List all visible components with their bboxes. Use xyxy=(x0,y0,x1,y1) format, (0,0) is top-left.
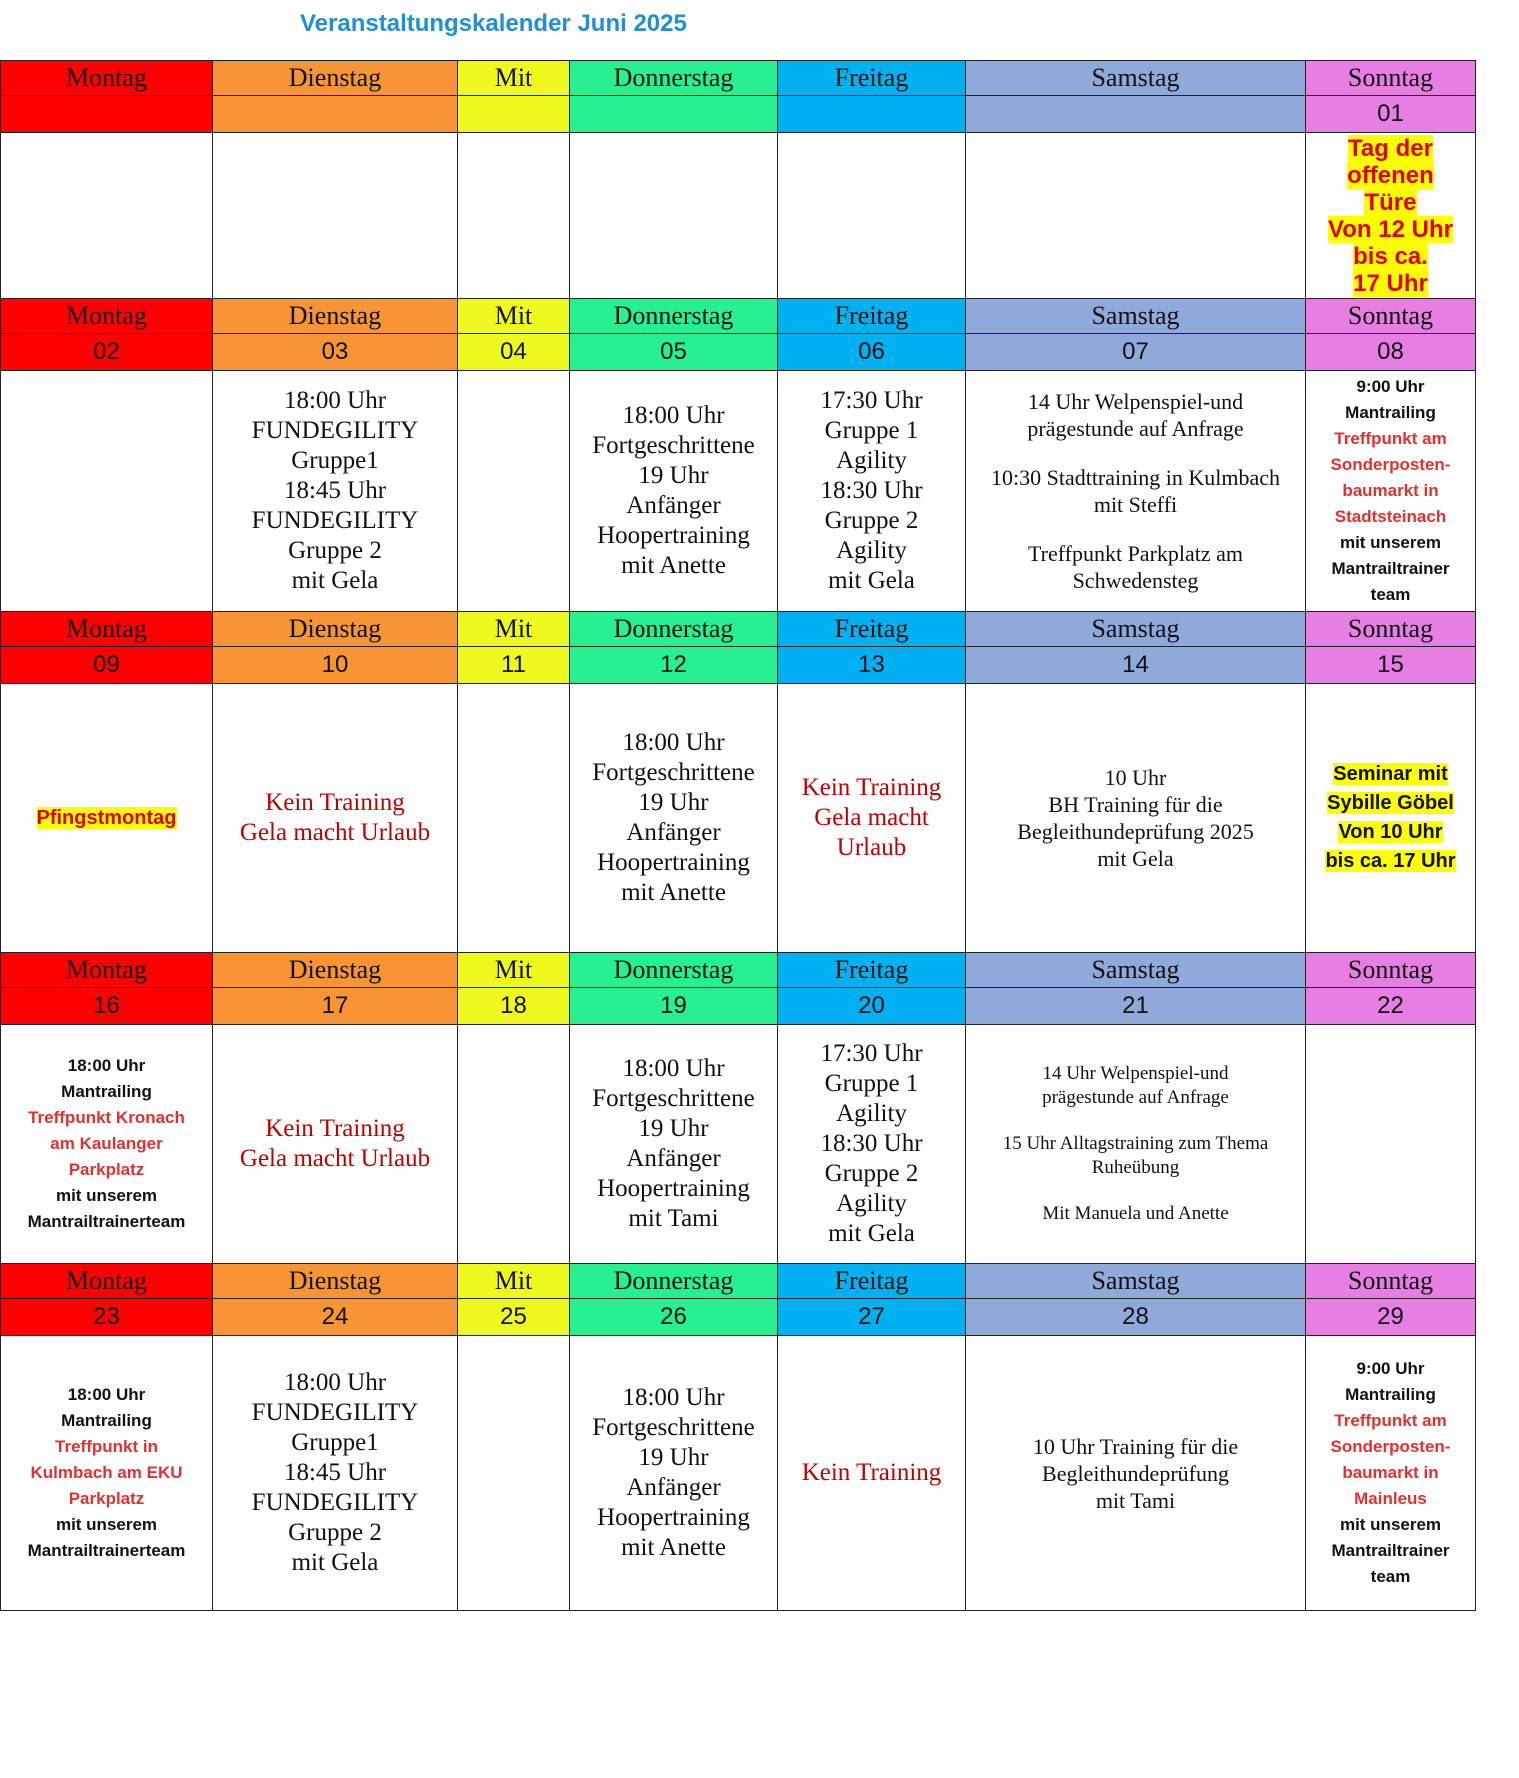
date-cell-fr-week5: 27 xyxy=(778,1299,966,1336)
event-text: Gruppe1 xyxy=(291,447,379,474)
event-text: Tag der xyxy=(1348,134,1433,162)
date-cell-so-week3: 15 xyxy=(1306,647,1476,684)
event-text: team xyxy=(1370,585,1411,604)
day-header-mo-week3: Montag xyxy=(1,612,213,647)
event-cell-fr-week1 xyxy=(778,133,966,299)
day-header-mi-week5: Mit xyxy=(458,1264,570,1299)
event-text: Agility xyxy=(836,1100,907,1127)
date-cell-sa-week1 xyxy=(966,96,1306,133)
event-text: mit unserem xyxy=(1339,533,1442,552)
event-text: mit Gela xyxy=(828,1220,915,1247)
event-cell-sa-week4 xyxy=(966,1025,1306,1264)
date-cell-so-week5: 29 xyxy=(1306,1299,1476,1336)
event-cell-di-week1 xyxy=(213,133,458,299)
event-text: Sonderposten- xyxy=(1330,455,1451,474)
event-text: bis ca. xyxy=(1353,242,1428,270)
event-text: 18:00 Uhr xyxy=(67,1385,146,1404)
day-header-mo-week1: Montag xyxy=(1,61,213,96)
event-text: Hoopertraining xyxy=(597,522,750,549)
event-cell-fr-week3 xyxy=(778,684,966,953)
event-text: Anfänger xyxy=(626,1474,721,1501)
event-text: Gruppe 2 xyxy=(824,1160,919,1187)
event-text: 10 Uhr xyxy=(1104,765,1167,790)
date-cell-di-week1 xyxy=(213,96,458,133)
event-text: Seminar mit xyxy=(1333,763,1448,785)
date-cell-di-week4: 17 xyxy=(213,988,458,1025)
event-text: Gruppe 2 xyxy=(288,1519,382,1546)
event-text: Von 10 Uhr xyxy=(1338,821,1443,843)
event-text: Mantrailing xyxy=(61,1082,152,1101)
event-text: Gruppe 2 xyxy=(824,507,919,534)
event-cell-mi-week4 xyxy=(458,1025,570,1264)
day-header-do-week3: Donnerstag xyxy=(570,612,778,647)
event-cell-mo-week1 xyxy=(1,133,213,299)
day-header-sa-week1: Samstag xyxy=(966,61,1306,96)
event-cell-fr-week5 xyxy=(778,1336,966,1611)
event-text: Mantrailing xyxy=(1345,403,1436,422)
day-header-so-week2: Sonntag xyxy=(1306,299,1476,334)
event-text: mit Gela xyxy=(1097,846,1174,871)
day-header-so-week1: Sonntag xyxy=(1306,61,1476,96)
event-cell-di-week4 xyxy=(213,1025,458,1264)
event-cell-mi-week5 xyxy=(458,1336,570,1611)
event-text: prägestunde auf Anfrage xyxy=(1042,1087,1229,1108)
date-cell-mi-week1 xyxy=(458,96,570,133)
event-text: Mantrailtrainer xyxy=(1331,559,1450,578)
event-text: Gela macht xyxy=(814,804,929,831)
event-text: Kein Training xyxy=(265,1115,405,1142)
event-text: mit Gela xyxy=(291,1549,379,1576)
date-cell-sa-week3: 14 xyxy=(966,647,1306,684)
event-text: FUNDEGILITY xyxy=(251,1399,419,1426)
day-header-mi-week3: Mit xyxy=(458,612,570,647)
event-text: Treffpunkt in xyxy=(55,1437,158,1456)
event-text: 9:00 Uhr xyxy=(1356,377,1425,396)
day-header-fr-week1: Freitag xyxy=(778,61,966,96)
event-text: Agility xyxy=(836,537,907,564)
event-text: Fortgeschrittene xyxy=(592,432,755,459)
event-text: mit Tami xyxy=(628,1205,719,1232)
event-text: Treffpunkt Parkplatz am xyxy=(1027,541,1244,566)
event-text: Schwedensteg xyxy=(1072,568,1199,593)
date-cell-fr-week2: 06 xyxy=(778,334,966,371)
event-text: 18:00 Uhr xyxy=(283,1369,387,1396)
date-cell-fr-week4: 20 xyxy=(778,988,966,1025)
event-text: 18:30 Uhr xyxy=(820,1130,923,1157)
event-cell-fr-week4 xyxy=(778,1025,966,1264)
event-text: Fortgeschrittene xyxy=(592,759,755,786)
event-text: Gruppe 1 xyxy=(824,1070,919,1097)
event-text: offenen xyxy=(1347,161,1434,189)
day-header-sa-week2: Samstag xyxy=(966,299,1306,334)
event-cell-di-week5 xyxy=(213,1336,458,1611)
event-text: Gela macht Urlaub xyxy=(239,1145,431,1172)
day-header-mo-week4: Montag xyxy=(1,953,213,988)
day-header-mi-week2: Mit xyxy=(458,299,570,334)
day-header-sa-week3: Samstag xyxy=(966,612,1306,647)
event-text: mit Anette xyxy=(621,552,726,579)
date-cell-so-week2: 08 xyxy=(1306,334,1476,371)
event-text: Treffpunkt Kronach xyxy=(28,1108,185,1127)
event-cell-mi-week3 xyxy=(458,684,570,953)
event-cell-di-week2 xyxy=(213,371,458,612)
event-text: Fortgeschrittene xyxy=(592,1085,755,1112)
event-cell-sa-week1 xyxy=(966,133,1306,299)
event-text: Mantrailtrainerteam xyxy=(27,1541,186,1560)
event-text: Sonderposten- xyxy=(1330,1437,1451,1456)
event-text: 14 Uhr Welpenspiel-und xyxy=(1042,1063,1229,1084)
date-cell-fr-week1 xyxy=(778,96,966,133)
date-cell-fr-week3: 13 xyxy=(778,647,966,684)
event-text: 18:00 Uhr xyxy=(622,1384,725,1411)
event-text: Agility xyxy=(836,447,907,474)
date-cell-sa-week5: 28 xyxy=(966,1299,1306,1336)
day-header-mo-week2: Montag xyxy=(1,299,213,334)
event-text: Kein Training xyxy=(801,1459,942,1486)
day-header-do-week5: Donnerstag xyxy=(570,1264,778,1299)
event-text: Urlaub xyxy=(836,834,907,861)
event-cell-do-week4 xyxy=(570,1025,778,1264)
date-cell-di-week5: 24 xyxy=(213,1299,458,1336)
date-cell-mi-week2: 04 xyxy=(458,334,570,371)
date-cell-di-week2: 03 xyxy=(213,334,458,371)
event-cell-sa-week2 xyxy=(966,371,1306,612)
day-header-di-week3: Dienstag xyxy=(213,612,458,647)
day-header-fr-week2: Freitag xyxy=(778,299,966,334)
event-text: Parkplatz xyxy=(68,1489,145,1508)
event-cell-do-week5 xyxy=(570,1336,778,1611)
event-cell-mo-week5 xyxy=(1,1336,213,1611)
event-cell-mi-week1 xyxy=(458,133,570,299)
event-text: Ruheübung xyxy=(1091,1157,1180,1178)
event-text: mit Steffi xyxy=(1093,492,1178,517)
event-text: 18:00 Uhr xyxy=(622,1055,725,1082)
event-cell-mo-week2 xyxy=(1,371,213,612)
event-text: Gruppe1 xyxy=(291,1429,379,1456)
day-header-di-week1: Dienstag xyxy=(213,61,458,96)
date-cell-mo-week2: 02 xyxy=(1,334,213,371)
event-cell-so-week2 xyxy=(1306,371,1476,612)
event-text: 19 Uhr xyxy=(638,1115,709,1142)
day-header-do-week4: Donnerstag xyxy=(570,953,778,988)
day-header-do-week1: Donnerstag xyxy=(570,61,778,96)
event-text: Kein Training xyxy=(265,789,405,816)
date-cell-mo-week5: 23 xyxy=(1,1299,213,1336)
event-text: mit unserem xyxy=(55,1186,158,1205)
date-cell-do-week2: 05 xyxy=(570,334,778,371)
event-cell-so-week1 xyxy=(1306,133,1476,299)
day-header-so-week5: Sonntag xyxy=(1306,1264,1476,1299)
event-text: Sybille Göbel xyxy=(1327,792,1454,814)
date-cell-do-week1 xyxy=(570,96,778,133)
event-text: prägestunde auf Anfrage xyxy=(1027,416,1244,441)
event-text: mit Anette xyxy=(621,1534,726,1561)
event-cell-mo-week4 xyxy=(1,1025,213,1264)
date-cell-do-week5: 26 xyxy=(570,1299,778,1336)
event-text: 19 Uhr xyxy=(638,462,709,489)
event-text: FUNDEGILITY xyxy=(251,507,419,534)
event-text: 17:30 Uhr xyxy=(820,1040,923,1067)
event-text: 18:00 Uhr xyxy=(622,402,725,429)
day-header-di-week2: Dienstag xyxy=(213,299,458,334)
event-text: Mit Manuela und Anette xyxy=(1042,1203,1229,1224)
event-text: Fortgeschrittene xyxy=(592,1414,755,1441)
event-text: 18:00 Uhr xyxy=(283,387,387,414)
event-text: mit Tami xyxy=(1095,1487,1176,1513)
date-cell-do-week4: 19 xyxy=(570,988,778,1025)
day-header-so-week4: Sonntag xyxy=(1306,953,1476,988)
event-text: Gruppe 2 xyxy=(288,537,382,564)
date-cell-sa-week4: 21 xyxy=(966,988,1306,1025)
event-text: 18:45 Uhr xyxy=(283,1459,387,1486)
event-text: FUNDEGILITY xyxy=(251,417,419,444)
date-cell-mi-week3: 11 xyxy=(458,647,570,684)
event-text: Mantrailtrainerteam xyxy=(27,1212,186,1231)
event-cell-do-week3 xyxy=(570,684,778,953)
event-text: 18:00 Uhr xyxy=(622,729,725,756)
event-text: am Kaulanger xyxy=(50,1134,163,1153)
date-cell-so-week4: 22 xyxy=(1306,988,1476,1025)
date-cell-mo-week1 xyxy=(1,96,213,133)
event-text: 18:00 Uhr xyxy=(67,1056,146,1075)
event-text: Treffpunkt am xyxy=(1334,429,1447,448)
day-header-do-week2: Donnerstag xyxy=(570,299,778,334)
day-header-fr-week4: Freitag xyxy=(778,953,966,988)
event-text: Mainleus xyxy=(1354,1489,1427,1508)
event-text: bis ca. 17 Uhr xyxy=(1325,850,1456,872)
event-text: mit unserem xyxy=(55,1515,158,1534)
event-text: Türe xyxy=(1364,188,1417,216)
event-cell-mo-week3 xyxy=(1,684,213,953)
day-header-sa-week4: Samstag xyxy=(966,953,1306,988)
day-header-di-week4: Dienstag xyxy=(213,953,458,988)
event-text: 17:30 Uhr xyxy=(820,387,923,414)
event-text: Gruppe 1 xyxy=(824,417,919,444)
event-text: Von 12 Uhr xyxy=(1328,215,1453,243)
event-text: 18:45 Uhr xyxy=(283,477,387,504)
day-header-sa-week5: Samstag xyxy=(966,1264,1306,1299)
event-text: 10 Uhr Training für die xyxy=(1032,1433,1239,1459)
event-cell-sa-week3 xyxy=(966,684,1306,953)
calendar-table xyxy=(0,60,1476,1611)
event-text: mit Anette xyxy=(621,879,726,906)
event-text: Kein Training xyxy=(801,774,942,801)
event-text: Anfänger xyxy=(626,819,721,846)
event-text: baumarkt in xyxy=(1342,1463,1439,1482)
event-text: Hoopertraining xyxy=(597,849,750,876)
event-text: Gela macht Urlaub xyxy=(239,819,431,846)
event-cell-sa-week5 xyxy=(966,1336,1306,1611)
date-cell-mo-week3: 09 xyxy=(1,647,213,684)
event-text: Anfänger xyxy=(626,1145,721,1172)
day-header-di-week5: Dienstag xyxy=(213,1264,458,1299)
event-text: Anfänger xyxy=(626,492,721,519)
event-text: 19 Uhr xyxy=(638,789,709,816)
event-text: Begleithundeprüfung xyxy=(1042,1460,1229,1486)
event-text: baumarkt in xyxy=(1342,481,1439,500)
event-cell-fr-week2 xyxy=(778,371,966,612)
event-text: Agility xyxy=(836,1190,907,1217)
event-text: 15 Uhr Alltagstraining zum Thema xyxy=(1002,1133,1269,1154)
date-cell-do-week3: 12 xyxy=(570,647,778,684)
day-header-mi-week1: Mit xyxy=(458,61,570,96)
event-text: 9:00 Uhr xyxy=(1356,1359,1425,1378)
event-cell-di-week3 xyxy=(213,684,458,953)
page-title: Veranstaltungskalender Juni 2025 xyxy=(300,10,687,37)
day-header-fr-week5: Freitag xyxy=(778,1264,966,1299)
event-text: 10:30 Stadttraining in Kulmbach xyxy=(990,465,1281,490)
event-text: 18:30 Uhr xyxy=(820,477,923,504)
event-text: Kulmbach am EKU xyxy=(30,1463,183,1482)
date-cell-mo-week4: 16 xyxy=(1,988,213,1025)
event-text: mit Gela xyxy=(828,567,915,594)
event-text: 14 Uhr Welpenspiel-und xyxy=(1027,389,1244,414)
event-text: Treffpunkt am xyxy=(1334,1411,1447,1430)
event-text: 17 Uhr xyxy=(1353,269,1428,297)
date-cell-mi-week5: 25 xyxy=(458,1299,570,1336)
event-text: Mantrailtrainer xyxy=(1331,1541,1450,1560)
event-cell-so-week3 xyxy=(1306,684,1476,953)
event-cell-so-week5 xyxy=(1306,1336,1476,1611)
event-text: Mantrailing xyxy=(1345,1385,1436,1404)
event-text: 19 Uhr xyxy=(638,1444,709,1471)
event-text: Mantrailing xyxy=(61,1411,152,1430)
event-text: Pfingstmontag xyxy=(36,806,177,829)
date-cell-sa-week2: 07 xyxy=(966,334,1306,371)
day-header-mi-week4: Mit xyxy=(458,953,570,988)
event-text: Hoopertraining xyxy=(597,1175,750,1202)
event-cell-mi-week2 xyxy=(458,371,570,612)
event-text: Hoopertraining xyxy=(597,1504,750,1531)
event-cell-do-week1 xyxy=(570,133,778,299)
event-text: mit Gela xyxy=(291,567,379,594)
day-header-fr-week3: Freitag xyxy=(778,612,966,647)
event-text: Begleithundeprüfung 2025 xyxy=(1017,819,1254,844)
day-header-mo-week5: Montag xyxy=(1,1264,213,1299)
event-text: BH Training für die xyxy=(1048,792,1223,817)
day-header-so-week3: Sonntag xyxy=(1306,612,1476,647)
event-text: Parkplatz xyxy=(68,1160,145,1179)
date-cell-di-week3: 10 xyxy=(213,647,458,684)
event-text: mit unserem xyxy=(1339,1515,1442,1534)
event-text: FUNDEGILITY xyxy=(251,1489,419,1516)
event-cell-do-week2 xyxy=(570,371,778,612)
event-text: Stadtsteinach xyxy=(1334,507,1447,526)
date-cell-mi-week4: 18 xyxy=(458,988,570,1025)
date-cell-so-week1: 01 xyxy=(1306,96,1476,133)
event-text: team xyxy=(1370,1567,1411,1586)
event-cell-so-week4 xyxy=(1306,1025,1476,1264)
